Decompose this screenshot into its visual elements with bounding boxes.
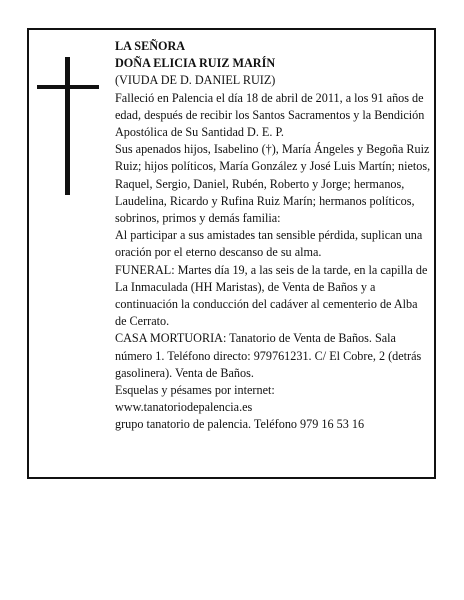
cross-horizontal-bar: [37, 85, 99, 89]
obituary-text: [115, 38, 431, 434]
deceased-name: DOÑA ELICIA RUIZ MARÍN: [115, 56, 276, 71]
mortuary-paragraph: CASA MORTUORIA: Tanatorio de Venta de Baños. Sala número 1. Teléfono directo: 979761231. C/ El Cobre, 2 (detrás gasolinera). Venta de Baños.: [115, 331, 422, 380]
cross-vertical-bar: [65, 57, 70, 195]
footer-contact: grupo tanatorio de palencia. Teléfono 979 16 53 16: [115, 417, 365, 432]
request-paragraph: Al participar a sus amistades tan sensible pérdida, suplican una oración por el eterno descanso de su alma.: [115, 228, 423, 260]
family-paragraph: Sus apenados hijos, Isabelino (†), María Ángeles y Begoña Ruiz Ruiz; hijos políticos, María González y José Luis Martín; nietos, Raquel, Sergio, Daniel, Rubén, Roberto y Jorge; hermanos, Laudelina, Ricardo y Rufina Ruiz Marín; hermanos políticos, sobrinos, primos y demás familia:: [115, 142, 431, 226]
subtitle-widow: (VIUDA DE D. DANIEL RUIZ): [115, 73, 276, 88]
online-label: Esquelas y pésames por internet:: [115, 383, 275, 398]
funeral-paragraph: FUNERAL: Martes día 19, a las seis de la tarde, en la capilla de La Inmaculada (HH Maristas), de Venta de Baños y a continuación la conducción del cadáver al cementerio de Alba de Cerrato.: [115, 262, 428, 329]
website-link[interactable]: www.tanatoriodepalencia.es: [115, 400, 253, 415]
death-paragraph: Falleció en Palencia el día 18 de abril de 2011, a los 91 años de edad, después de recibir los Santos Sacramentos y la Bendición Apostólica de Su Santidad D. E. P.: [115, 90, 425, 140]
title-line-1: LA SEÑORA: [115, 39, 186, 53]
